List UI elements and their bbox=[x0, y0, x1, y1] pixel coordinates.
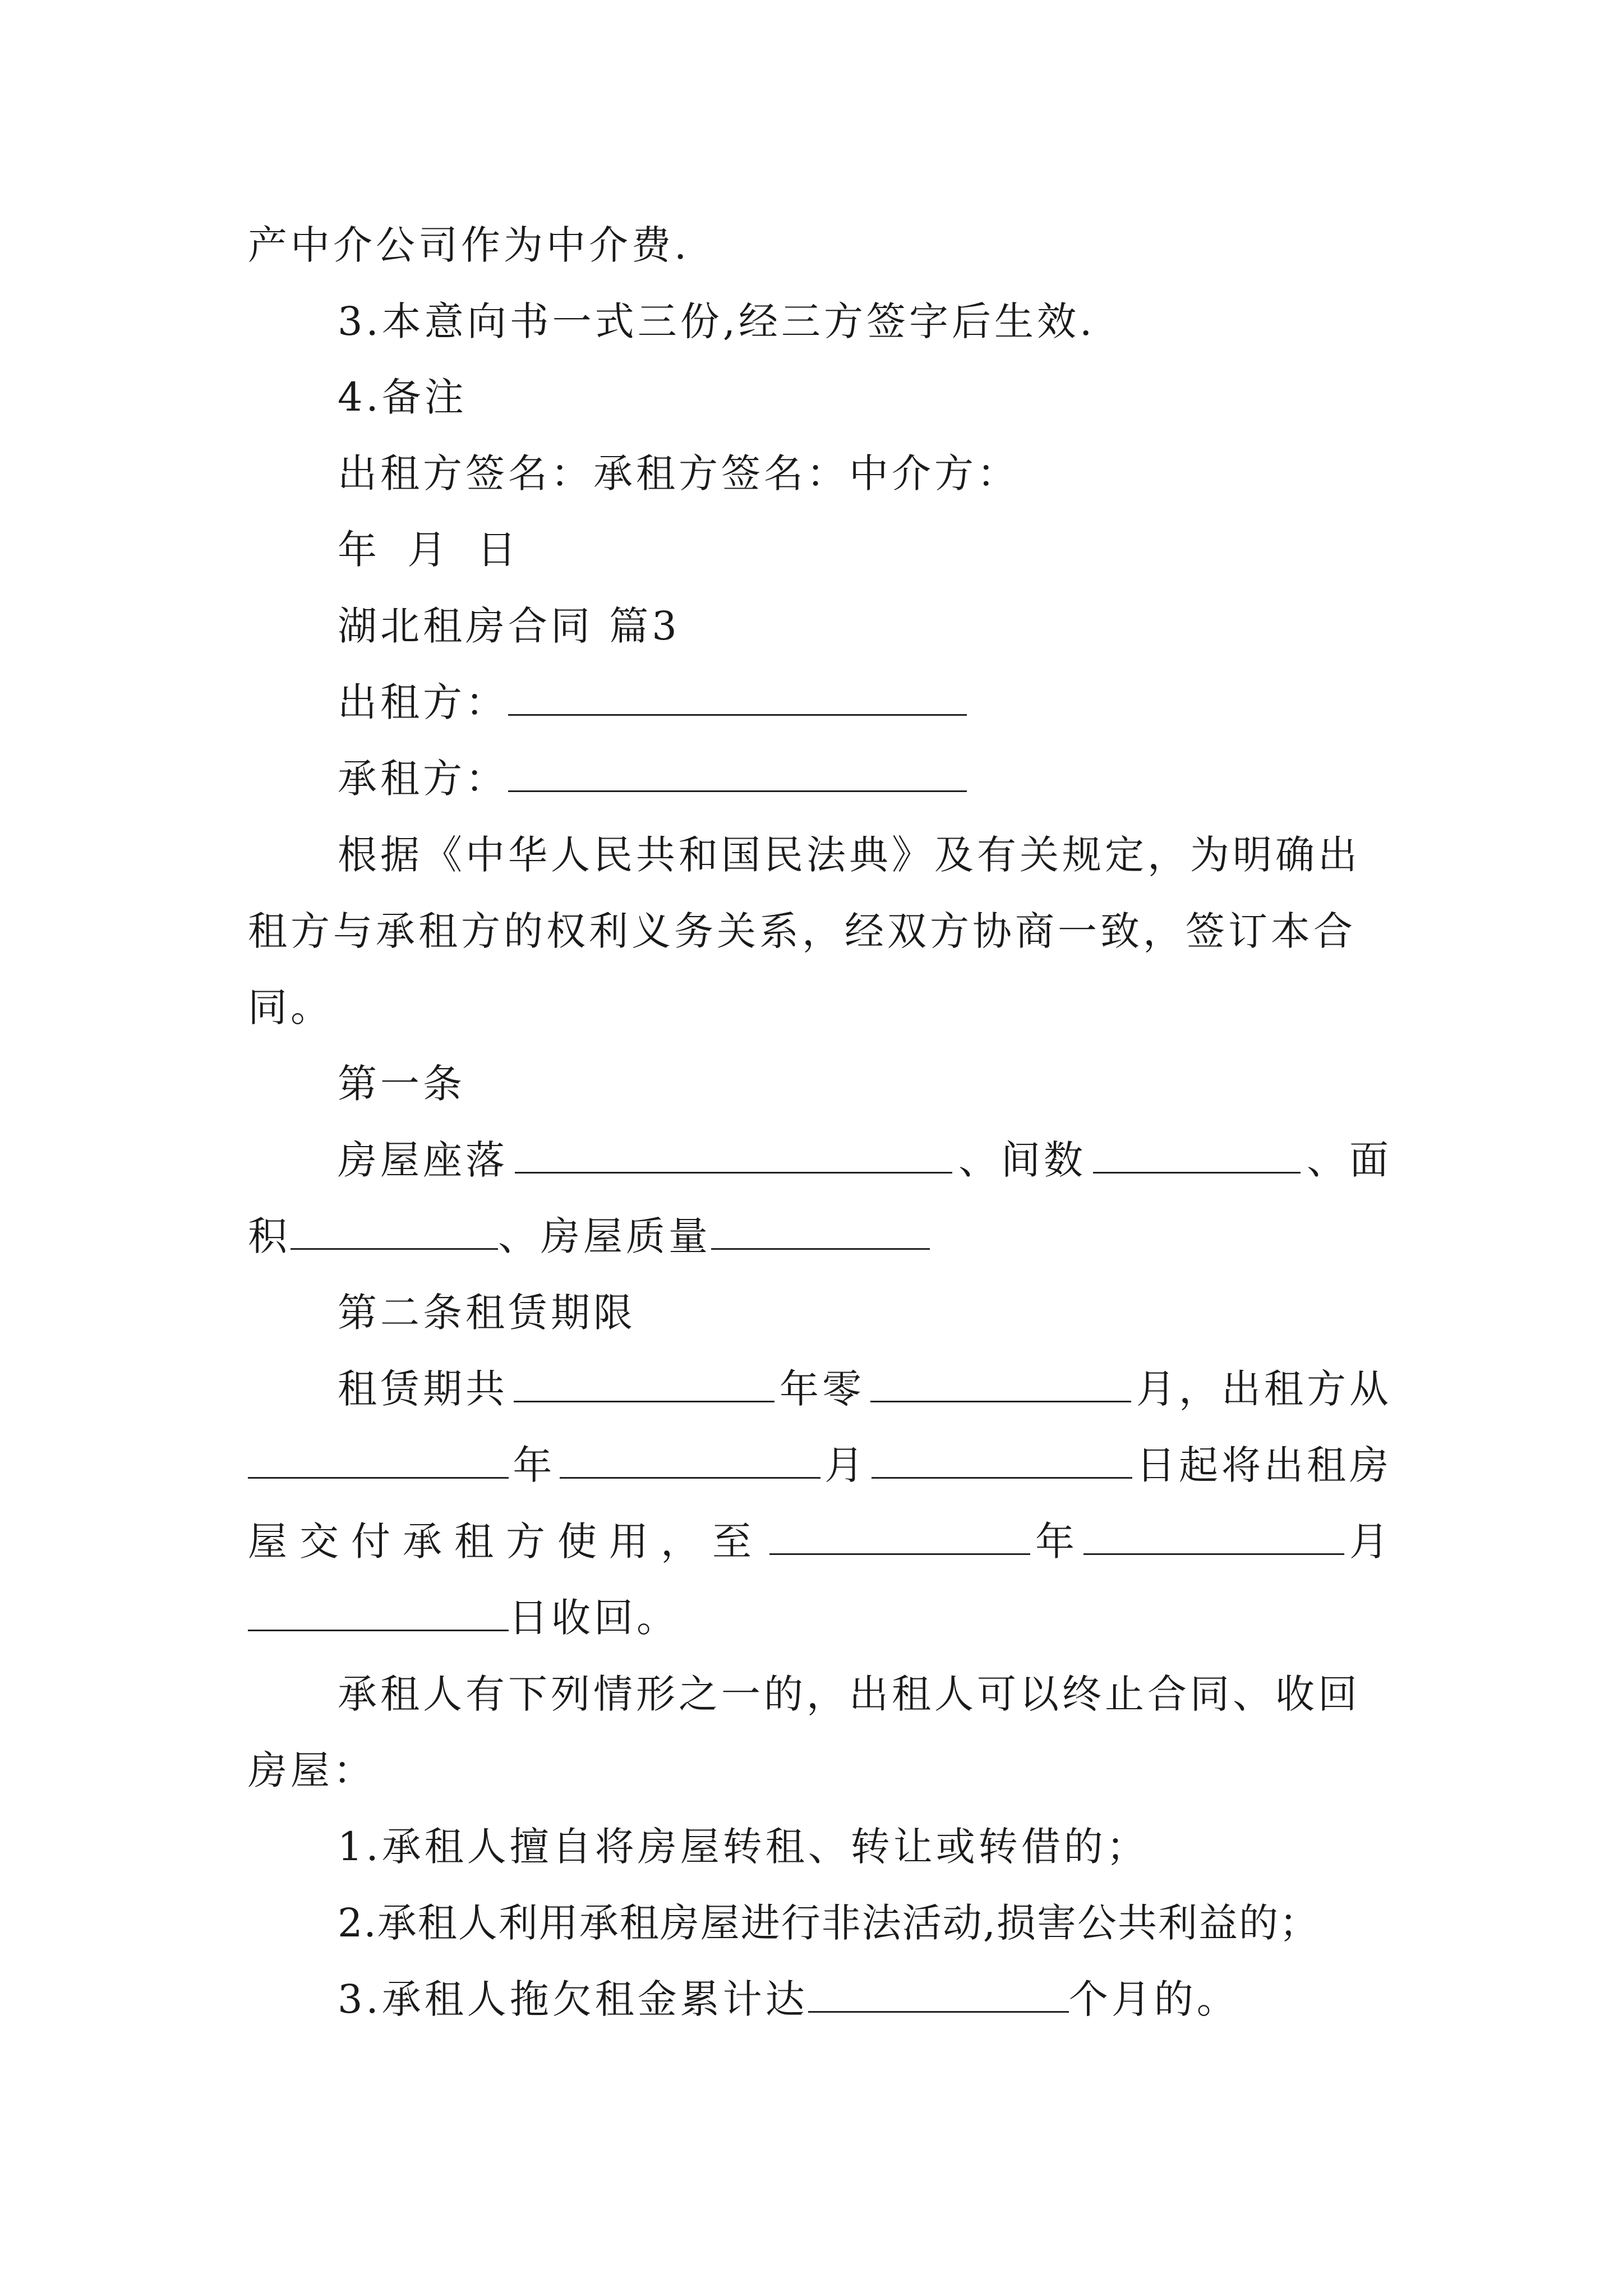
house-location-blank bbox=[515, 1137, 952, 1174]
start-day-blank bbox=[872, 1442, 1132, 1479]
house-location-label: 房屋座落 bbox=[338, 1137, 508, 1183]
lessee-label: 承租方： bbox=[338, 756, 508, 802]
end-month-label: 月 bbox=[1349, 1519, 1392, 1565]
paragraph-line: 房屋： bbox=[248, 1747, 376, 1793]
paragraph-line: 3.本意向书一式三份,经三方签字后生效. bbox=[338, 298, 1096, 344]
start-day-label: 日起将出租房 bbox=[1136, 1442, 1392, 1488]
term-line bbox=[338, 1364, 1392, 1414]
lessor-field-line bbox=[338, 677, 1392, 728]
term-months-blank bbox=[870, 1366, 1131, 1402]
term-years-blank bbox=[514, 1366, 774, 1402]
rooms-blank bbox=[1093, 1137, 1301, 1174]
end-year-blank bbox=[769, 1519, 1030, 1555]
section-title: 湖北租房合同 篇3 bbox=[338, 603, 680, 649]
end-date-line bbox=[248, 1516, 1392, 1567]
lessor-label: 出租方： bbox=[338, 679, 508, 725]
lessor-blank bbox=[508, 679, 967, 716]
paragraph-line: 4.备注 bbox=[338, 374, 467, 420]
term-months-label: 月，出租方从 bbox=[1136, 1366, 1392, 1412]
house-info-line-2 bbox=[248, 1211, 1392, 1262]
area-label-end: 积 bbox=[248, 1213, 291, 1259]
quality-blank bbox=[711, 1213, 930, 1250]
house-info-line bbox=[338, 1135, 1392, 1185]
start-month-label: 月 bbox=[824, 1442, 868, 1488]
list-item: 1.承租人擅自将房屋转租、转让或转借的； bbox=[338, 1824, 1149, 1870]
lessee-field-line bbox=[338, 753, 1392, 804]
start-month-blank bbox=[560, 1442, 820, 1479]
arrears-months-blank bbox=[808, 1976, 1069, 2013]
end-month-blank bbox=[1083, 1519, 1344, 1555]
area-blank bbox=[291, 1213, 498, 1250]
area-label-start: 、面 bbox=[1307, 1137, 1392, 1183]
handover-text: 屋交付承租方使用，至 bbox=[248, 1519, 764, 1565]
paragraph-line: 同。 bbox=[248, 984, 333, 1030]
term-label: 租赁期共 bbox=[338, 1366, 508, 1412]
paragraph-line: 产中介公司作为中介费. bbox=[248, 222, 690, 268]
end-day-blank bbox=[248, 1595, 509, 1631]
paragraph-line: 承租人有下列情形之一的，出租人可以终止合同、收回 bbox=[338, 1671, 1361, 1717]
end-day-label: 日收回。 bbox=[509, 1595, 679, 1641]
list-item bbox=[338, 1974, 1392, 2024]
list-item: 2.承租人利用承租房屋进行非法活动,损害公共利益的； bbox=[338, 1900, 1320, 1946]
paragraph-line: 根据《中华人民共和国民法典》及有关规定，为明确出 bbox=[338, 832, 1361, 878]
arrears-months-label: 个月的。 bbox=[1068, 1976, 1239, 2022]
start-date-line bbox=[248, 1440, 1392, 1490]
term-years-label: 年零 bbox=[780, 1366, 865, 1412]
arrears-text: 3.承租人拖欠租金累计达 bbox=[338, 1976, 808, 2022]
start-year-label: 年 bbox=[513, 1442, 556, 1488]
start-year-blank bbox=[248, 1442, 509, 1479]
rooms-label: 、间数 bbox=[958, 1137, 1086, 1183]
paragraph-line: 租方与承租方的权利义务关系，经双方协商一致，签订本合 bbox=[248, 908, 1356, 954]
article-heading: 第二条租赁期限 bbox=[338, 1290, 636, 1336]
quality-label: 、房屋质量 bbox=[498, 1213, 711, 1259]
end-year-label: 年 bbox=[1035, 1519, 1078, 1565]
end-day-line bbox=[248, 1593, 1392, 1643]
signature-line: 出租方签名：承租方签名：中介方： bbox=[338, 450, 1020, 496]
date-line: 年 月 日 bbox=[338, 527, 520, 573]
article-heading: 第一条 bbox=[338, 1061, 465, 1107]
lessee-blank bbox=[508, 756, 967, 792]
